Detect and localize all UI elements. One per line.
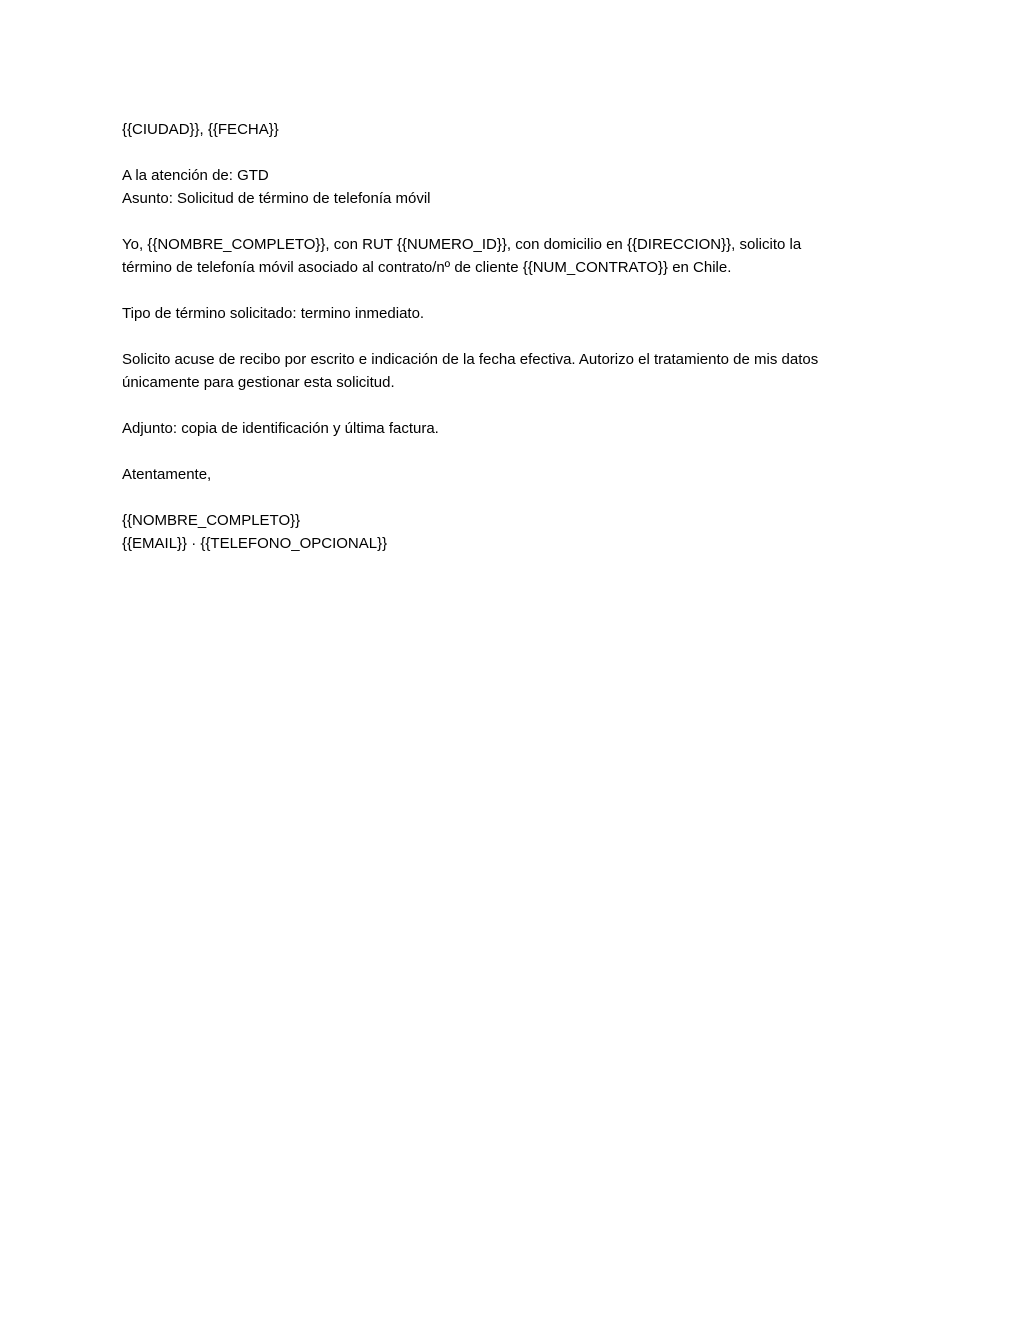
letter-signature-block — [122, 509, 922, 555]
letter-body-intro — [122, 233, 922, 279]
acknowledgement-line-2: únicamente para gestionar esta solicitud. — [122, 374, 395, 391]
letter-termination-type — [122, 302, 922, 325]
letter-acknowledgement-request — [122, 348, 922, 394]
attention-line: A la atención de: GTD — [122, 167, 269, 184]
body-intro-line-2: término de telefonía móvil asociado al contrato/nº de cliente {{NUM_CONTRATO}} en Chile. — [122, 259, 732, 276]
letter-dateline — [122, 118, 922, 141]
letter-body — [122, 118, 922, 578]
dateline-text: {{CIUDAD}}, {{FECHA}} — [122, 121, 279, 138]
acknowledgement-line-1: Solicito acuse de recibo por escrito e indicación de la fecha efectiva. Autorizo el tratamiento de mis datos — [122, 351, 819, 368]
subject-line: Asunto: Solicitud de término de telefonía móvil — [122, 190, 431, 207]
body-intro-line-1: Yo, {{NOMBRE_COMPLETO}}, con RUT {{NUMERO_ID}}, con domicilio en {{DIRECCION}}, solicito la — [122, 236, 802, 253]
attachments-line: Adjunto: copia de identificación y última factura. — [122, 420, 439, 437]
letter-attachments — [122, 417, 922, 440]
signature-contact-line: {{EMAIL}} · {{TELEFONO_OPCIONAL}} — [122, 535, 388, 552]
signature-name-line: {{NOMBRE_COMPLETO}} — [122, 512, 301, 529]
letter-closing — [122, 463, 922, 486]
termination-type-line: Tipo de término solicitado: termino inmediato. — [122, 305, 425, 322]
closing-line: Atentamente, — [122, 466, 212, 483]
letter-recipient-block — [122, 164, 922, 210]
